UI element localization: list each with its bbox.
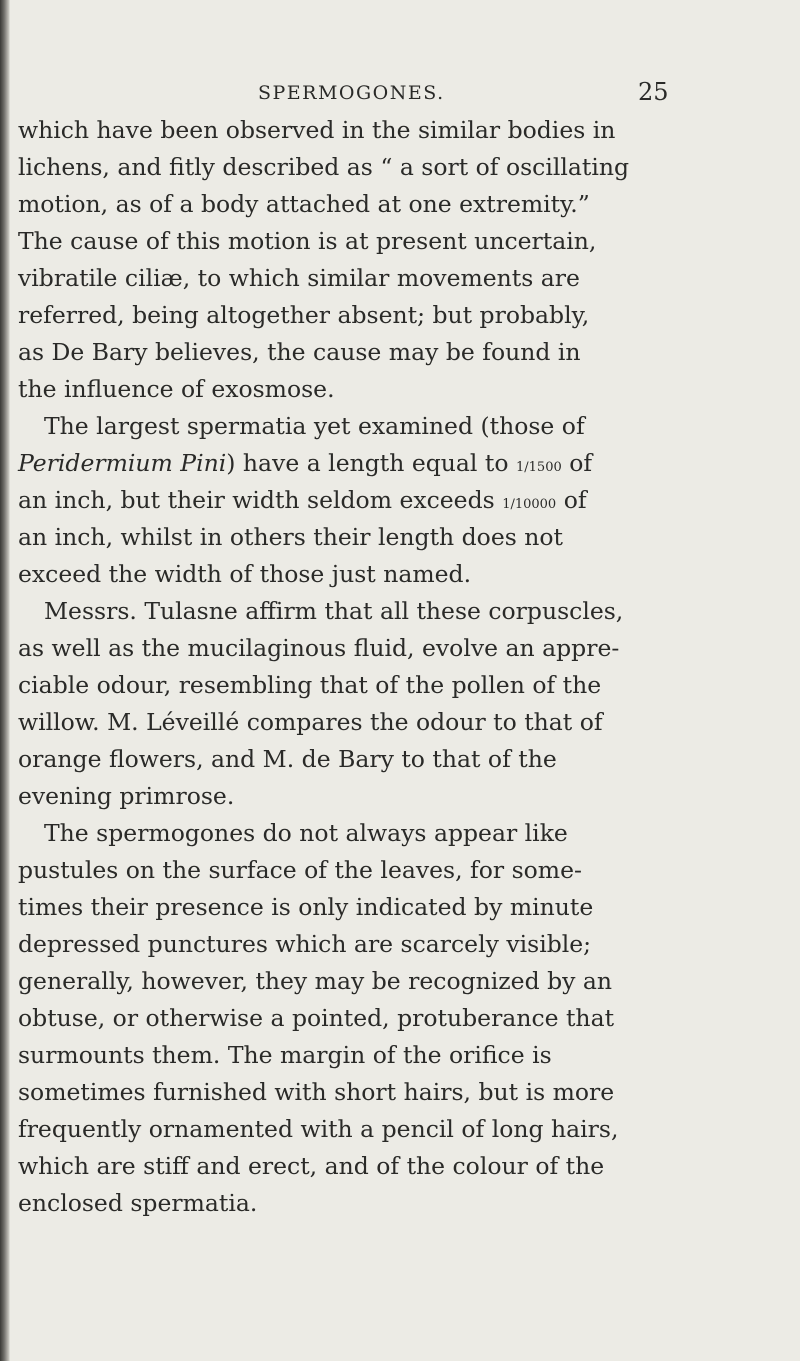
text-line: Messrs. Tulasne affirm that all these corpuscles, — [44, 597, 624, 625]
text-line: willow. M. Léveillé compares the odour to that of — [18, 708, 603, 736]
text-line: frequently ornamented with a pencil of long hairs, — [18, 1115, 619, 1143]
text-line: vibratile ciliæ, to which similar movements are — [18, 264, 580, 292]
text-line: enclosed spermatia. — [18, 1189, 258, 1217]
text-line: sometimes furnished with short hairs, but is more — [18, 1078, 615, 1106]
text-line: obtuse, or otherwise a pointed, protuberance that — [18, 1004, 615, 1032]
page-number: 25 — [638, 78, 669, 106]
length-fraction: 1/1500 — [516, 460, 562, 475]
text-line: generally, however, they may be recognized by an — [18, 967, 613, 995]
text-line-with-fraction — [18, 446, 592, 480]
text-line: referred, being altogether absent; but probably, — [18, 301, 590, 329]
text-line: as De Bary believes, the cause may be found in — [18, 338, 581, 366]
page-header — [0, 78, 800, 108]
width-fraction: 1/10000 — [502, 497, 557, 512]
of-word: of — [569, 449, 593, 477]
text-line: pustules on the surface of the leaves, for some- — [18, 856, 582, 884]
running-head: SPERMOGONES. — [258, 82, 445, 104]
text-line: orange flowers, and M. de Bary to that of the — [18, 745, 557, 773]
text-line: The spermogones do not always appear like — [44, 819, 568, 847]
text-line: which have been observed in the similar bodies in — [18, 116, 616, 144]
text-line: The cause of this motion is at present uncertain, — [18, 227, 597, 255]
text-line: ciable odour, resembling that of the pollen of the — [18, 671, 602, 699]
text-line: times their presence is only indicated by minute — [18, 893, 594, 921]
text-line: depressed punctures which are scarcely visible; — [18, 930, 592, 958]
of-word: of — [563, 486, 587, 514]
text-line: The largest spermatia yet examined (those of — [44, 412, 585, 440]
text-segment: Peridermium Pini) have a length equal to — [18, 449, 509, 477]
text-line: evening primrose. — [18, 782, 235, 810]
text-segment: an inch, but their width seldom exceeds — [18, 486, 495, 514]
text-line: the influence of exosmose. — [18, 375, 335, 403]
text-line: motion, as of a body attached at one extremity.” — [18, 190, 590, 218]
text-line-with-fraction — [18, 483, 587, 517]
text-line: which are stiff and erect, and of the colour of the — [18, 1152, 605, 1180]
text-line: lichens, and fitly described as “ a sort of oscillating — [18, 153, 630, 181]
text-line: surmounts them. The margin of the orifice is — [18, 1041, 552, 1069]
text-line: exceed the width of those just named. — [18, 560, 472, 588]
text-line: an inch, whilst in others their length does not — [18, 523, 563, 551]
binding-edge — [0, 0, 10, 1361]
text-line: as well as the mucilaginous fluid, evolve an appre- — [18, 634, 620, 662]
